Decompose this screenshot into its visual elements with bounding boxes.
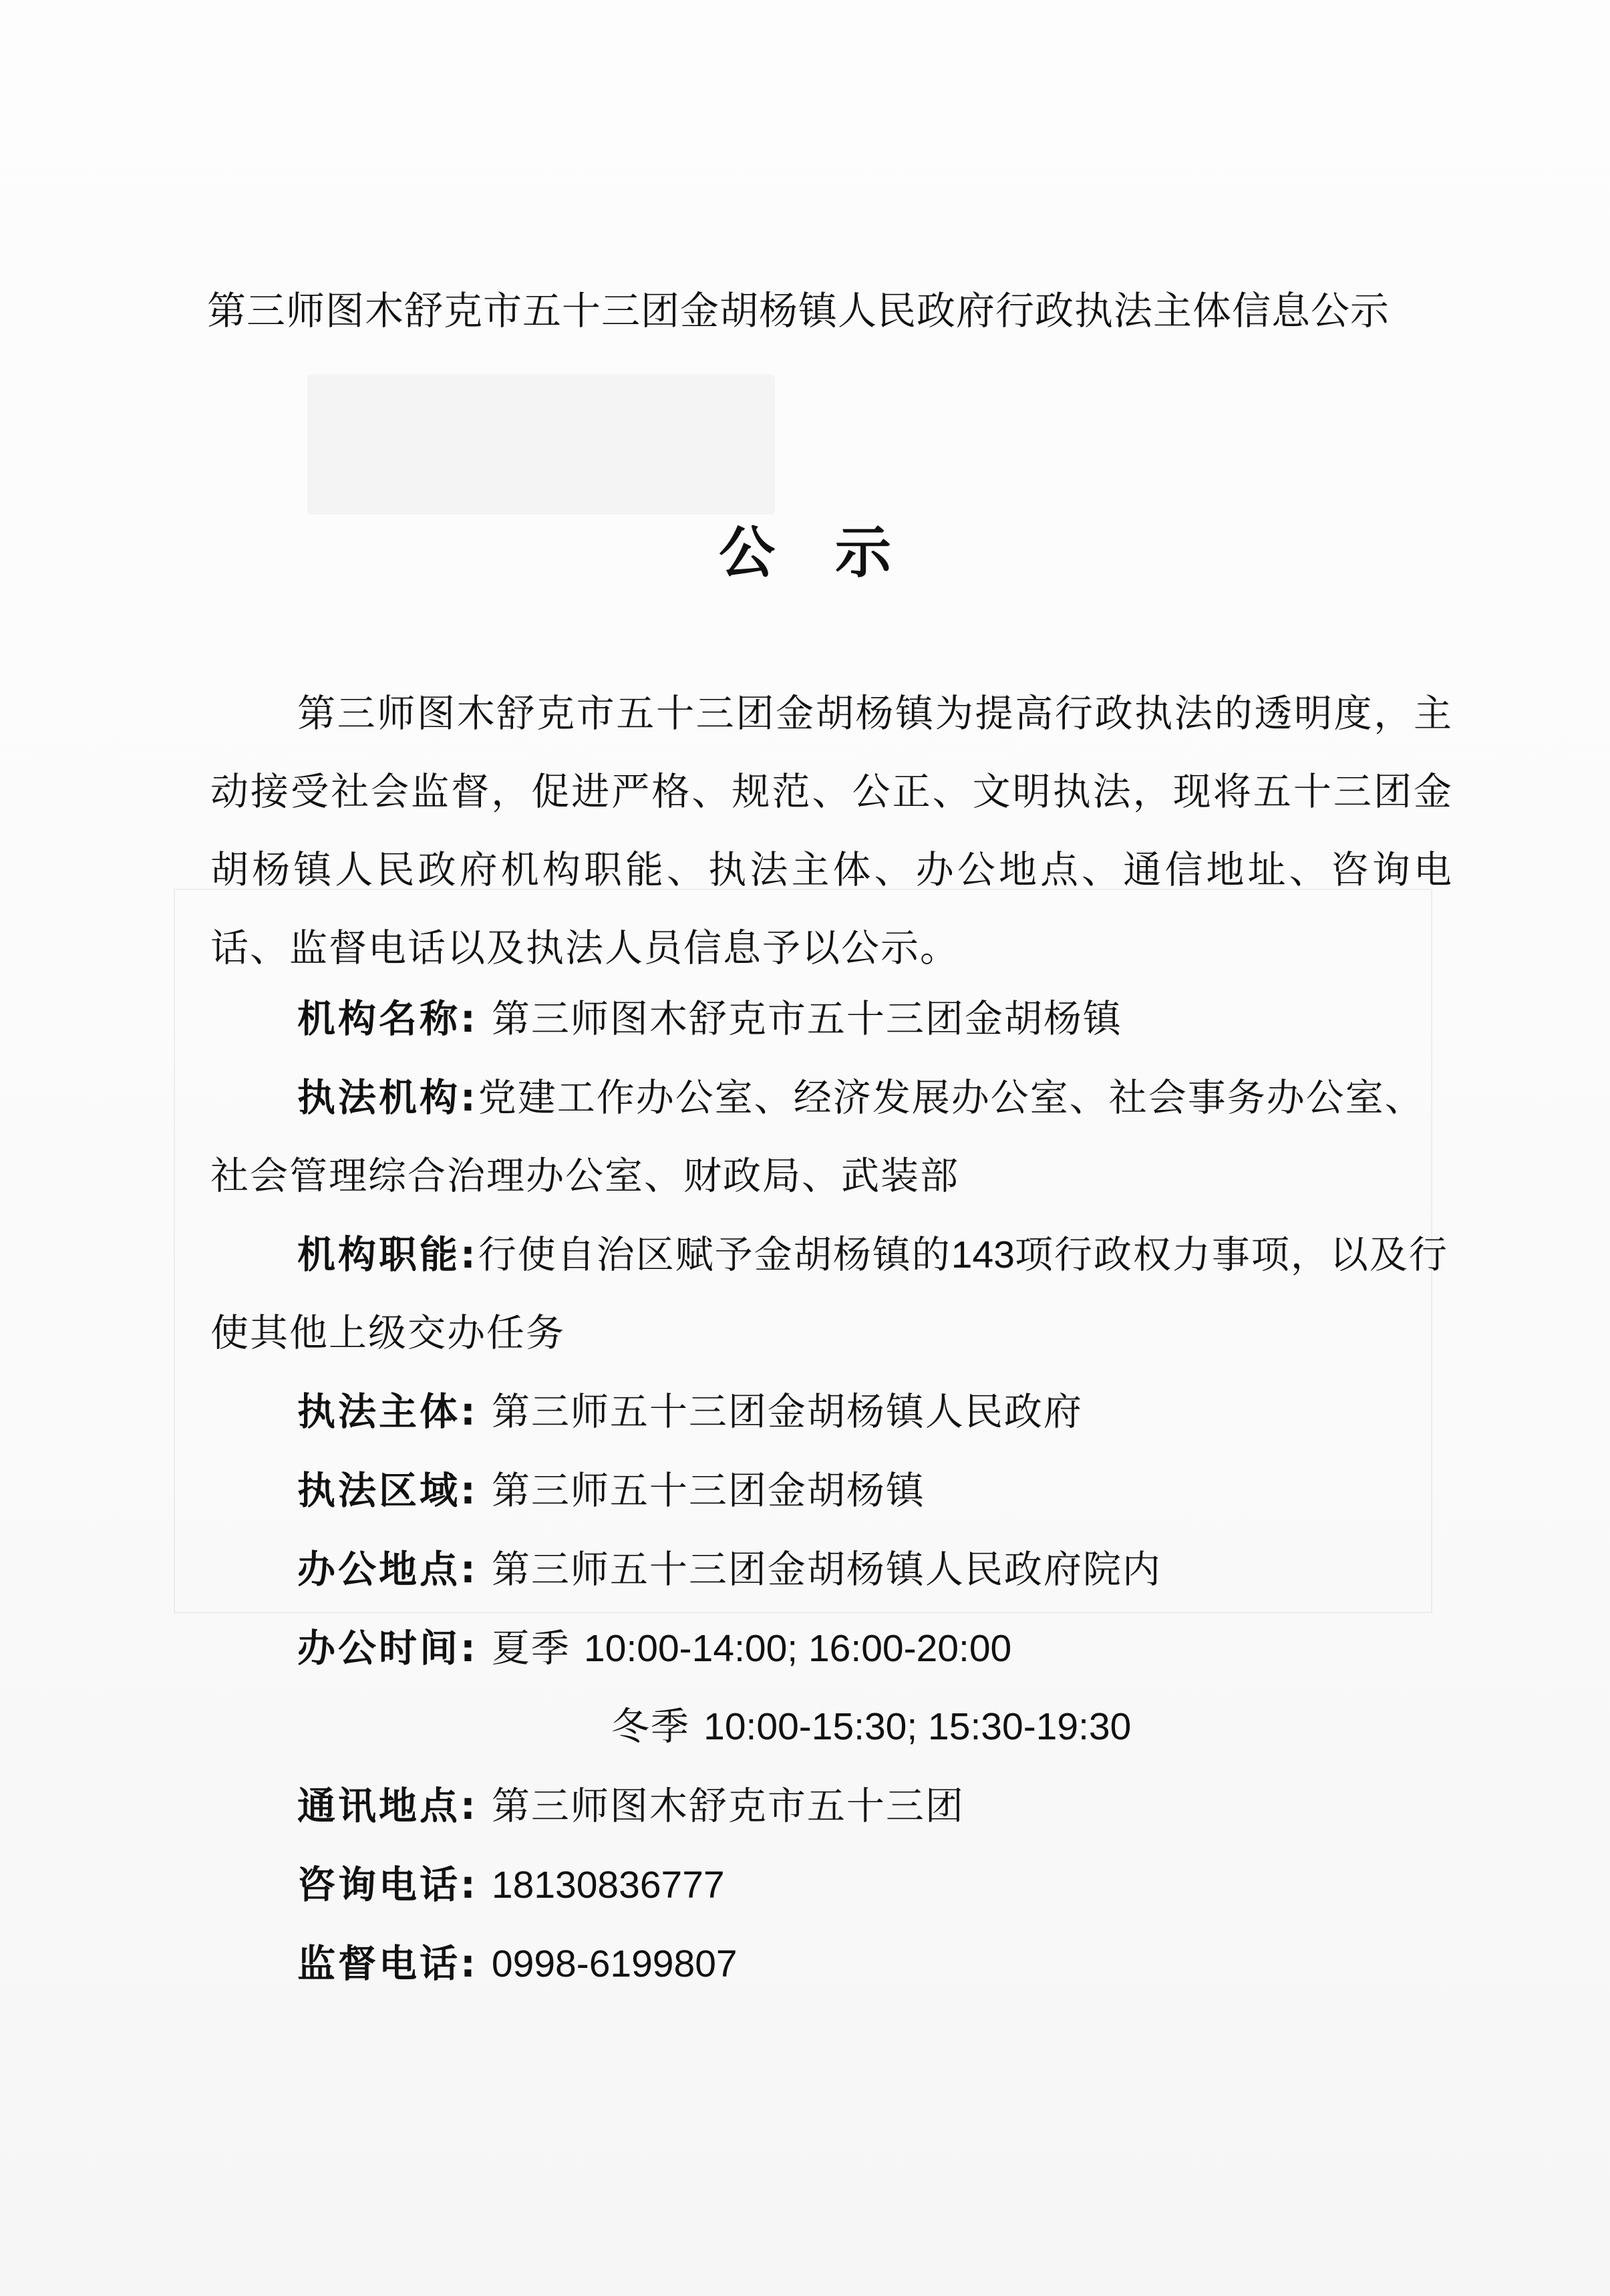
hours-winter-line [297,1688,1547,1766]
field-label: 办公地点: [297,1548,478,1592]
field-value: 0998-6199807 [491,1943,738,1985]
field-label: 咨询电话: [297,1863,478,1907]
field-value: 党建工作办公室、经济发展办公室、社会事务办公室、社会管理综合治理办公室、财政局、武装部 [210,1076,1424,1198]
hours-summer-line [297,1610,1547,1688]
field-label: 办公时间: [297,1626,478,1671]
field-office-hours [210,1610,1547,1766]
field-area [210,1452,1547,1530]
winter-hours: 10:00-15:30; 15:30-19:30 [703,1705,1132,1748]
field-enforcement-units [210,1059,1460,1215]
field-office-location [210,1531,1547,1609]
field-label: 执法主体: [297,1390,478,1434]
field-org-name [210,980,1547,1058]
field-label: 执法机构: [297,1076,478,1120]
winter-label: 冬季 [611,1705,690,1749]
field-value: 18130836777 [491,1864,725,1906]
field-label: 机构职能: [297,1233,478,1277]
field-label: 监督电话: [297,1942,478,1986]
field-label: 执法区域: [297,1469,478,1513]
field-value-after: 项行政权力事项，以及行使其他上级交办任务 [210,1233,1448,1355]
field-inquiry-phone [210,1846,1547,1924]
summer-label: 夏季 [491,1626,571,1671]
field-value: 第三师五十三团金胡杨镇人民政府院内 [491,1548,1162,1592]
field-value: 第三师图木舒克市五十三团 [491,1784,965,1828]
field-value: 第三师图木舒克市五十三团金胡杨镇 [491,997,1122,1041]
field-label: 通讯地点: [297,1784,478,1828]
notice-heading: 公示 [718,519,951,585]
field-functions [210,1216,1460,1373]
field-label: 机构名称: [297,997,478,1041]
field-count: 143 [951,1234,1015,1276]
field-supervision-phone [210,1925,1547,2003]
field-value: 第三师五十三团金胡杨镇 [491,1469,925,1513]
field-subject [210,1373,1547,1451]
field-value: 第三师五十三团金胡杨镇人民政府 [491,1390,1083,1434]
field-mailing-address [210,1767,1547,1846]
intro-paragraph: 第三师图木舒克市五十三团金胡杨镇为提高行政执法的透明度，主动接受社会监督，促进严格、规范、公正、文明执法，现将五十三团金胡杨镇人民政府机构职能、执法主体、办公地点、通信地址、咨询电话、监督电话以及执法人员信息予以公示。 [210,692,1453,970]
bleed-through-stamp [307,374,775,515]
document-title: 第三师图木舒克市五十三团金胡杨镇人民政府行政执法主体信息公示 [207,288,1390,333]
summer-hours: 10:00-14:00; 16:00-20:00 [584,1627,1012,1670]
field-value-before: 行使自治区赋予金胡杨镇的 [478,1233,951,1277]
